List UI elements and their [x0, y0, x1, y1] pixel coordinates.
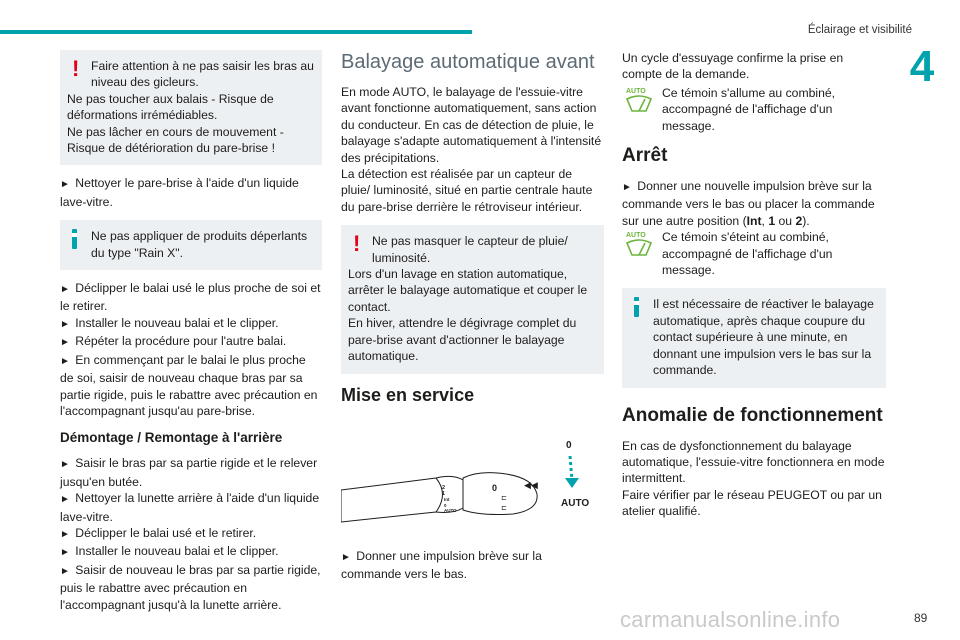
warning-lamp-row	[622, 229, 886, 278]
svg-text:AUTO: AUTO	[626, 232, 646, 240]
info-icon	[72, 229, 77, 249]
auto-label: AUTO	[561, 497, 590, 509]
warning-text: Faire attention à ne pas saisir les bras au niveau des gicleurs.	[91, 59, 314, 90]
step-item: ► Saisir de nouveau le bras par sa partie rigide, puis le rabattre avec précaution en l'accompagnant jusqu'à la lunette arrière.	[60, 562, 321, 612]
header-accent-bar	[0, 30, 472, 34]
step-item: ► Installer le nouveau balai et le clipper.	[60, 544, 279, 559]
body-text: Un cycle d'essuyage confirme la prise en compte de la demande.	[622, 51, 844, 82]
column-right	[622, 50, 886, 520]
step-item: ► Nettoyer le pare-brise à l'aide d'un liquide lave-vitre.	[60, 176, 299, 209]
stalk-label: Int	[444, 496, 450, 502]
lamp-on-text: Ce témoin s'allume au combiné, accompagné de l'affichage d'un message.	[662, 85, 836, 133]
info-icon	[634, 297, 639, 317]
step-item: ► Nettoyer la lunette arrière à l'aide d'un liquide lave-vitre.	[60, 491, 320, 524]
watermark: carmanualsonline.info	[620, 607, 841, 632]
step-item: ► Répéter la procédure pour l'autre balai.	[60, 334, 287, 349]
page-number: 89	[914, 611, 928, 625]
warning-text: Ne pas masquer le capteur de pluie/ luminosité.	[372, 234, 568, 265]
arrow-right-icon: ►	[60, 318, 70, 330]
arrow-right-icon: ►	[60, 547, 70, 559]
warning-box	[341, 225, 604, 373]
arrow-right-icon: ►	[60, 494, 70, 506]
svg-text:AUTO: AUTO	[626, 87, 646, 95]
warning-text: Ne pas lâcher en cours de mouvement - Risque de détérioration du pare-brise !	[67, 124, 284, 156]
wiper-stalk-illustration	[341, 416, 604, 536]
arrow-down-icon	[565, 478, 579, 488]
stalk-label: 2	[442, 484, 446, 491]
chapter-number: 4	[909, 42, 935, 91]
arrow-right-icon: ►	[60, 565, 70, 577]
section-heading: Balayage automatique avant	[341, 51, 595, 73]
step-item: ► Déclipper le balai usé le plus proche de soi et le retirer.	[60, 281, 321, 314]
warning-text: Ne pas toucher aux balais - Risque de déformations irrémédiables.	[67, 91, 274, 123]
step-item: ► Installer le nouveau balai et le clipper.	[60, 315, 279, 330]
washer-icon: ⊏	[501, 494, 507, 502]
arrow-right-icon: ►	[60, 179, 70, 191]
step-item: ► Donner une nouvelle impulsion brève sur la commande vers le bas ou placer la commande sur une autre position (Int, 1 ou 2).	[622, 179, 875, 228]
subsection-heading: Arrêt	[622, 145, 668, 167]
info-box	[60, 220, 322, 270]
step-list	[60, 280, 322, 419]
intro-text: En mode AUTO, le balayage de l'essuie-vitre avant fonctionne automatiquement, sans action du conducteur. En cas de détection de pluie, le balayage s'adapte automatiquement à l'intensité des précipitations. La détection est réalisée par un capteur de pluie/ luminosité, situé en partie centrale haute du pare-brise derrière le rétroviseur intérieur.	[341, 85, 602, 214]
arrow-right-icon: ►	[60, 284, 70, 296]
stalk-label: 1	[442, 490, 446, 497]
auto-wiper-lamp-icon	[622, 85, 656, 115]
rewind-icon: ◀◀	[524, 479, 538, 490]
column-middle	[341, 50, 604, 582]
arrow-right-icon: ►	[60, 355, 70, 367]
warning-text: Lors d'un lavage en station automatique, arrêter le balayage automatique et couper le contact.	[348, 267, 588, 314]
zero-label: 0	[566, 439, 572, 451]
warning-text: En hiver, attendre le dégivrage complet du pare-brise avant d'actionner le balayage automatique.	[348, 316, 577, 364]
anomaly-text: En cas de dysfonctionnement du balayage automatique, l'essuie-vitre fonctionnera en mode intermittent. Faire vérifier par le réseau PEUGEOT ou par un atelier qualifié.	[622, 438, 885, 519]
washer-icon: ⊏	[501, 504, 507, 512]
subsection-heading: Anomalie de fonctionnement	[622, 404, 883, 426]
auto-wiper-lamp-icon	[622, 229, 656, 259]
arrow-right-icon: ►	[622, 182, 632, 194]
warning-icon: !	[353, 231, 361, 257]
subsection-heading: Mise en service	[341, 384, 475, 405]
info-text: Ne pas appliquer de produits déperlants du type "Rain X".	[91, 229, 308, 260]
step-list	[60, 455, 322, 613]
arrow-right-icon: ►	[60, 337, 70, 349]
arrow-right-icon: ►	[60, 528, 70, 540]
step-item: ► Déclipper le balai usé et le retirer.	[60, 525, 257, 540]
subsection-heading: Démontage / Remontage à l'arrière	[60, 430, 283, 446]
warning-lamp-row	[622, 85, 886, 134]
info-box	[622, 288, 886, 387]
stalk-label: 0	[492, 482, 498, 493]
warning-icon: !	[72, 56, 80, 81]
warning-box	[60, 50, 322, 165]
arrow-right-icon: ►	[341, 551, 351, 563]
step-item: ► Saisir le bras par sa partie rigide et le relever jusqu'en butée.	[60, 456, 318, 489]
section-title: Éclairage et visibilité	[807, 24, 912, 36]
step-item: ► En commençant par le balai le plus proche de soi, saisir de nouveau chaque bras par sa partie rigide, puis le rabattre avec précaution en l'accompagnant jusqu'au pare-brise.	[60, 352, 318, 418]
stalk-label: 0	[444, 502, 447, 508]
info-text: Il est nécessaire de réactiver le balayage automatique, après chaque coupure du contact supérieure à une minute, en donnant une impulsion vers le bas sur la commande.	[653, 297, 874, 378]
arrow-right-icon: ►	[60, 459, 70, 471]
lamp-off-text: Ce témoin s'éteint au combiné, accompagné de l'affichage d'un message.	[662, 230, 833, 278]
column-left	[60, 50, 322, 613]
step-item: ► Donner une impulsion brève sur la commande vers le bas.	[341, 548, 542, 581]
stalk-label: AUTO	[444, 507, 457, 513]
